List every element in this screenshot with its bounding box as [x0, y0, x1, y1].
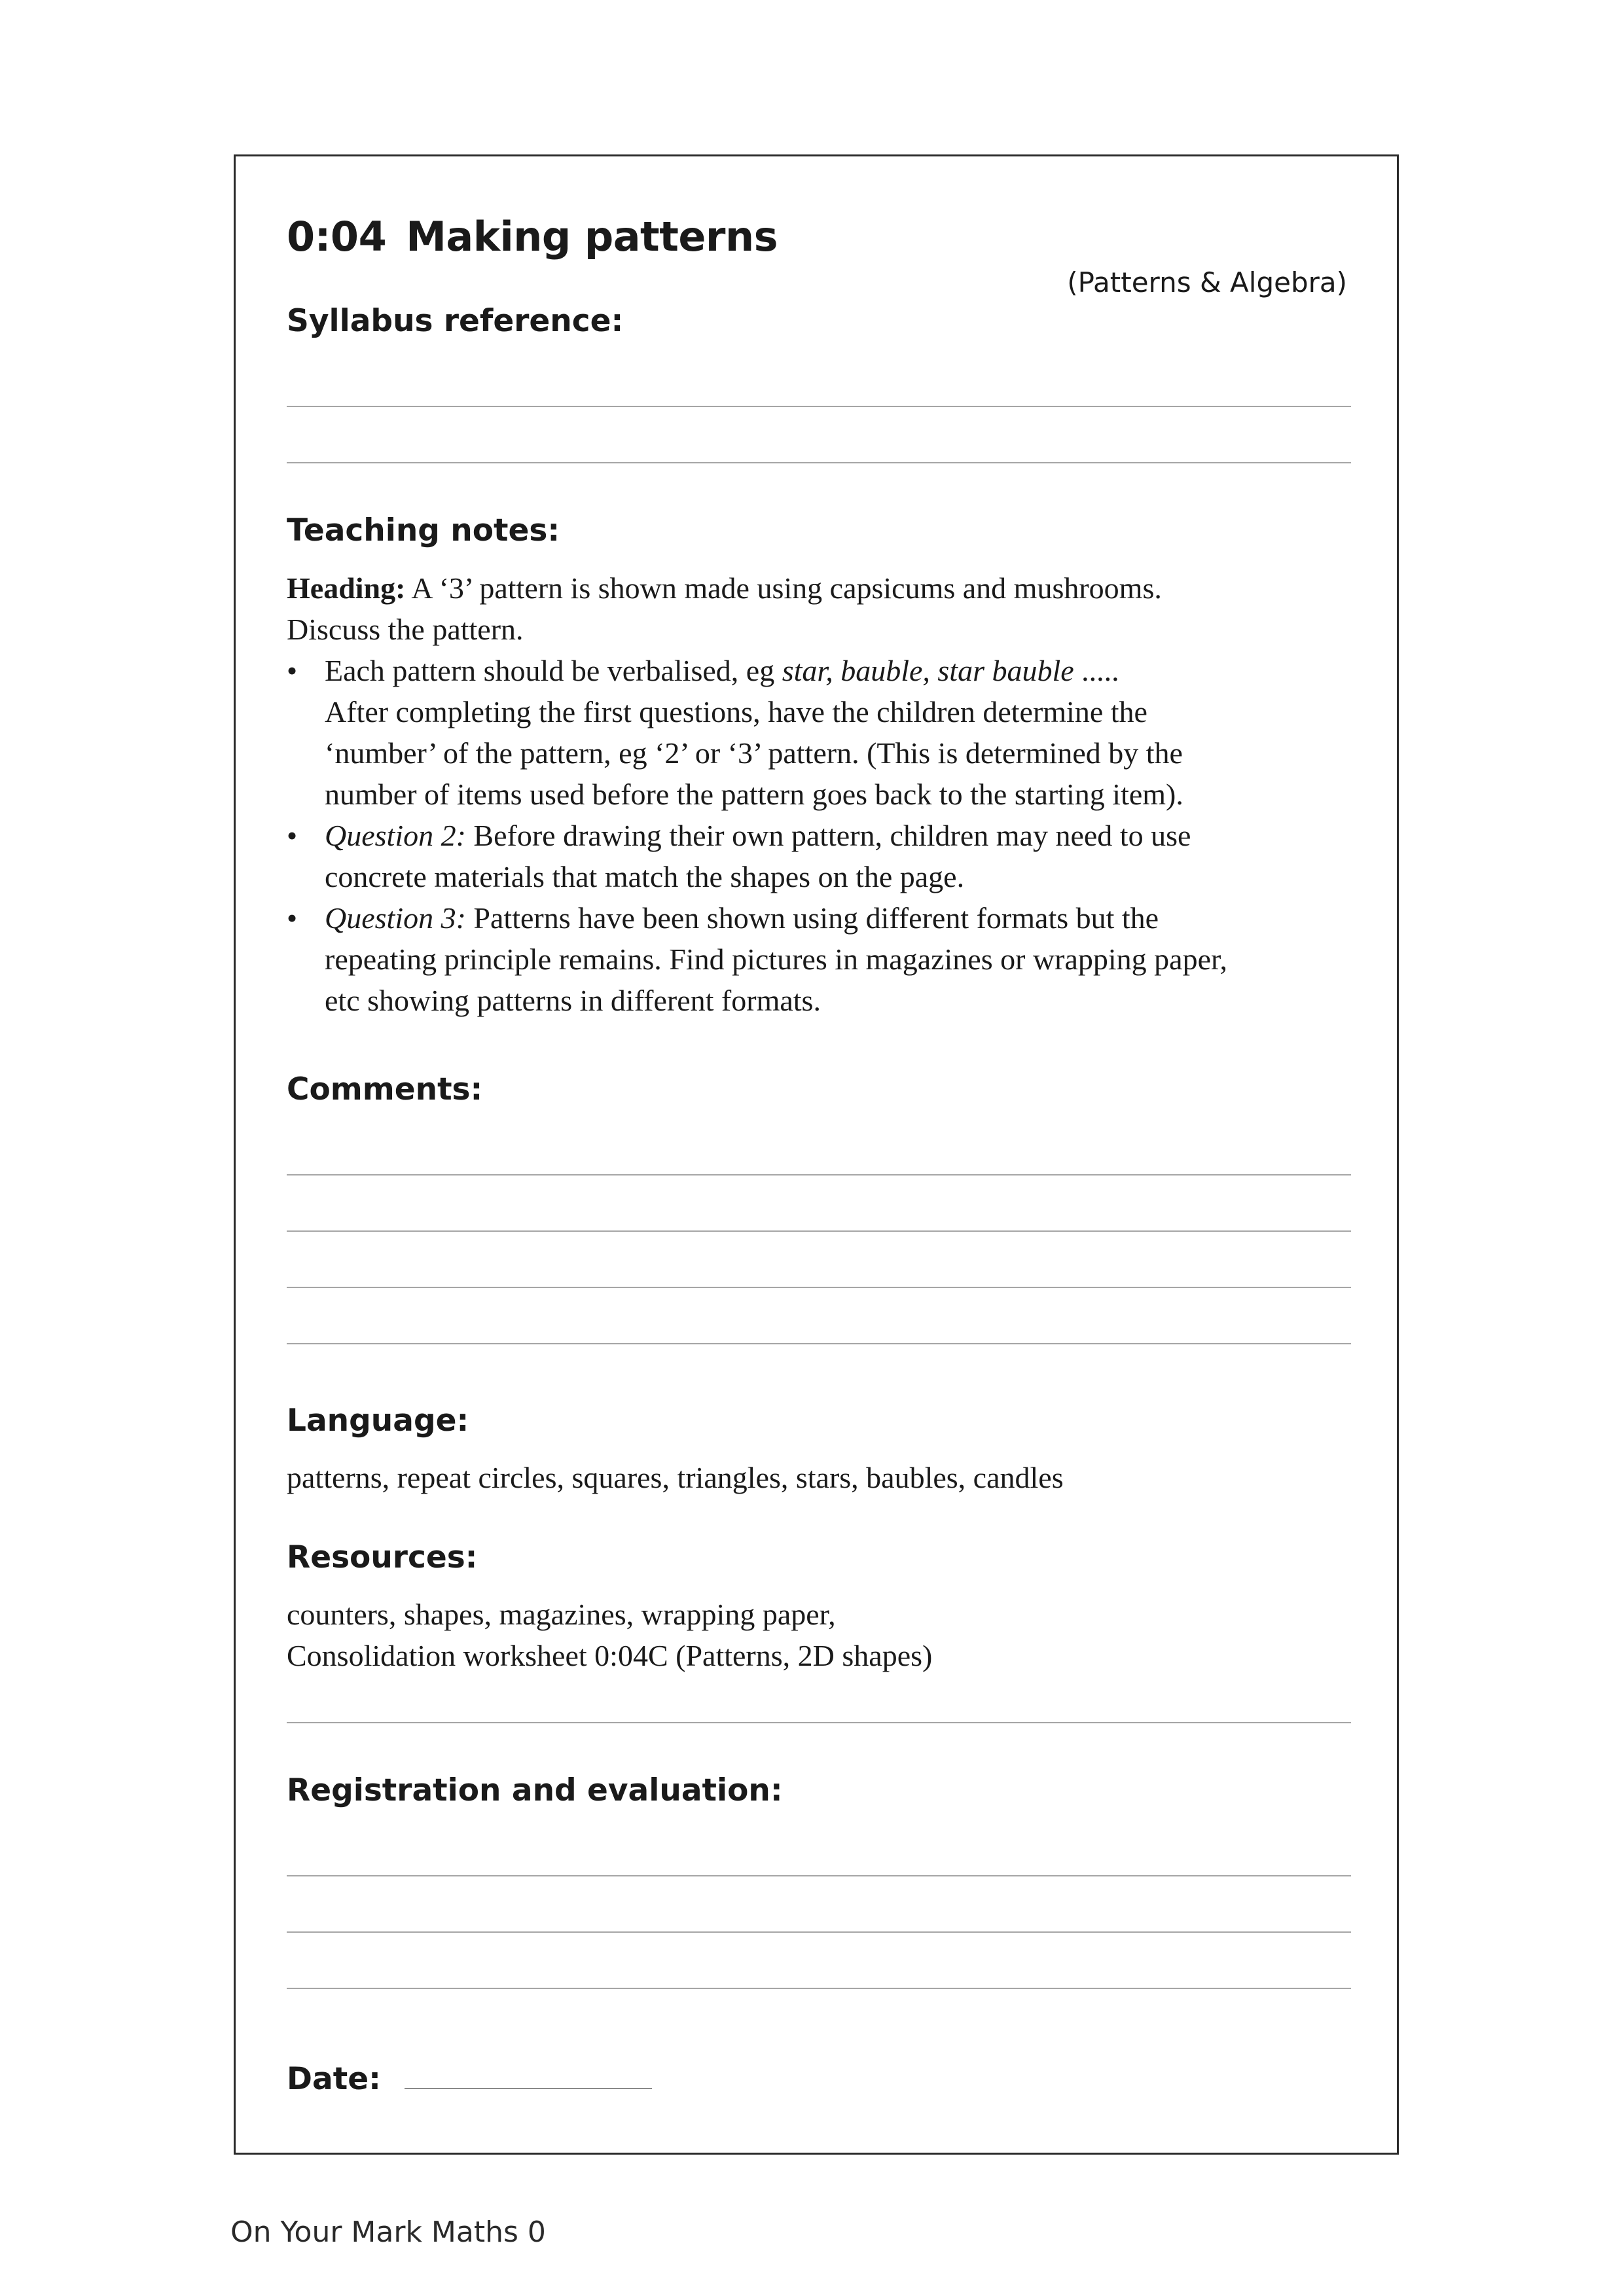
bullet-icon: •: [287, 901, 298, 935]
list-item-line: ‘number’ of the pattern, eg ‘2’ or ‘3’ pattern. (This is determined by the: [325, 736, 1183, 770]
comments-line-3: [287, 1287, 1351, 1288]
language-line: patterns, repeat circles, squares, triangles, stars, baubles, candles: [287, 1461, 1064, 1494]
lesson-title-text: Making patterns: [406, 213, 778, 260]
resources-heading: Resources:: [287, 1539, 478, 1575]
list-item: [287, 650, 1360, 815]
resources-text: [287, 1594, 1360, 1676]
list-item-line: [325, 815, 1360, 856]
resources-line: [287, 1722, 1351, 1723]
list-item-line: concrete materials that match the shapes on the page.: [325, 860, 965, 893]
heading-note: [287, 567, 1360, 609]
bullet-icon: •: [287, 654, 298, 687]
strand-label: (Patterns & Algebra): [1067, 266, 1347, 298]
registration-line-2: [287, 1931, 1351, 1933]
page-footer: On Your Mark Maths 0: [230, 2215, 546, 2249]
heading-note-line-2: Discuss the pattern.: [287, 613, 524, 646]
lesson-plan-sheet: [234, 154, 1399, 2155]
teaching-notes-heading: Teaching notes:: [287, 512, 560, 548]
lesson-title: [287, 213, 778, 260]
registration-line-1: [287, 1875, 1351, 1876]
list-item-line: After completing the first questions, have the children determine the: [325, 695, 1147, 728]
resources-line: Consolidation worksheet 0:04C (Patterns, 2D shapes): [287, 1639, 933, 1672]
registration-line-3: [287, 1988, 1351, 1989]
question-label: Question 2:: [325, 819, 466, 852]
resources-line: counters, shapes, magazines, wrapping paper,: [287, 1598, 836, 1631]
teaching-notes-list: [287, 650, 1360, 1021]
list-item-line: repeating principle remains. Find pictures in magazines or wrapping paper,: [325, 942, 1227, 976]
list-item-line: [325, 650, 1360, 691]
registration-heading: Registration and evaluation:: [287, 1772, 783, 1808]
teaching-notes-body: [287, 567, 1360, 1021]
syllabus-line-2: [287, 462, 1351, 463]
list-item-text: .....: [1074, 654, 1119, 687]
list-item-line: [325, 897, 1360, 939]
comments-line-2: [287, 1230, 1351, 1232]
comments-line-4: [287, 1343, 1351, 1344]
syllabus-heading: Syllabus reference:: [287, 303, 624, 339]
list-item-italic: star, bauble, star bauble: [782, 654, 1074, 687]
list-item-text: Patterns have been shown using different formats but the: [465, 901, 1159, 935]
bullet-icon: •: [287, 819, 298, 852]
list-item: [287, 815, 1360, 897]
heading-note-label: Heading:: [287, 571, 406, 605]
list-item: [287, 897, 1360, 1021]
comments-line-1: [287, 1174, 1351, 1175]
list-item-text: Each pattern should be verbalised, eg: [325, 654, 782, 687]
date-input-line[interactable]: [405, 2088, 652, 2089]
language-text: [287, 1457, 1360, 1498]
syllabus-line-1: [287, 406, 1351, 407]
question-label: Question 3:: [325, 901, 466, 935]
lesson-number: 0:04: [287, 213, 387, 260]
heading-note-text: A ‘3’ pattern is shown made using capsicums and mushrooms.: [405, 571, 1162, 605]
comments-heading: Comments:: [287, 1071, 483, 1107]
list-item-text: Before drawing their own pattern, children may need to use: [465, 819, 1191, 852]
date-label: Date:: [287, 2061, 381, 2097]
list-item-line: etc showing patterns in different formats.: [325, 984, 821, 1017]
language-heading: Language:: [287, 1403, 469, 1439]
list-item-line: number of items used before the pattern goes back to the starting item).: [325, 778, 1183, 811]
